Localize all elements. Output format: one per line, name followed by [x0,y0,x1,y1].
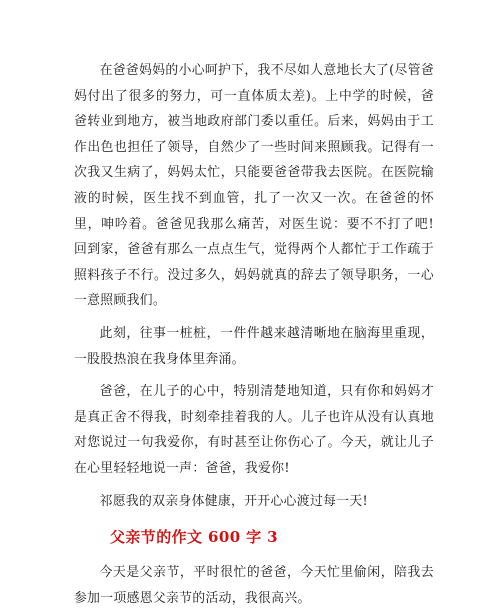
paragraph-blessing: 祁愿我的双亲身体健康，开开心心渡过每一天! [99,493,369,509]
paragraph-love-for-father: 爸爸，在儿子的心中，特别清楚地知道，只有你和妈妈才是真正舍不得我，时刻牵挂着我的人。儿子也许从没有认真地对您说过一句我爱你，有时甚至让你伤心了。今天，就让儿子在心里轻轻地说一声：爸爸，我爱你! [74,384,434,476]
paragraph-fathers-day-intro: 今天是父亲节，平时很忙的爸爸，今天忙里偷闲，陪我去参加一项感恩父亲节的活动，我很高兴。 [74,565,434,606]
section-heading: 父亲节的作文 600 字 3 [110,528,279,547]
paragraph-memories: 此刻，往事一桩桩，一件件越来越清晰地在脑海里重现，一股股热浪在我身体里奔涌。 [74,325,434,367]
document-body [74,58,434,611]
paragraph-childhood-care: 在爸爸妈妈的小心呵护下，我不尽如人意地长大了(尽管爸妈付出了很多的努力，可一直体质太差)。上中学的时候，爸爸转业到地方，被当地政府部门委以重任。后来，妈妈由于工作出色也担任了领导，自然少了一些时间来照顾我。记得有一次我又生病了，妈妈太忙，只能要爸爸带我去医院。在医院输液的时候，医生找不到血管，扎了一次又一次。在爸爸的怀里，呻吟着。爸爸见我那么痛苦，对医生说：要不不打了吧!回到家，爸爸有那么一点点生气，觉得两个人都忙于工作疏于照料孩子不行。没过多久，妈妈就真的辞去了领导职务，一心一意照顾我们。 [74,63,434,309]
